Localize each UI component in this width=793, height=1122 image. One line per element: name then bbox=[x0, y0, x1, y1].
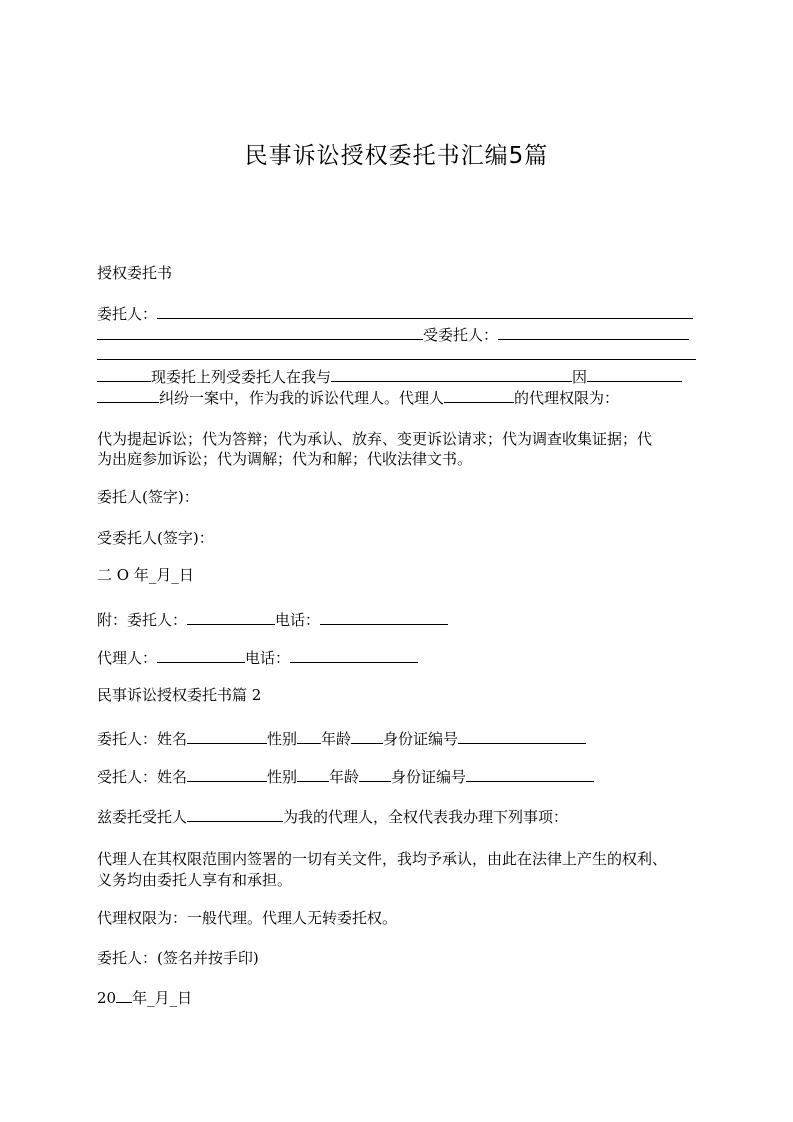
acknowledge-line: 代理人在其权限范围内签署的一切有关文件，我均予承认，由此在法律上产生的权利、 bbox=[97, 850, 668, 868]
scope-line: 代为提起诉讼；代为答辩；代为承认、放弃、变更诉讼请求；代为调查收集证据；代 bbox=[97, 430, 653, 448]
blank-line bbox=[297, 728, 321, 744]
agent-contact-line bbox=[97, 647, 418, 669]
attach-label: 附：委托人： bbox=[97, 611, 188, 629]
entrust-text: 兹委托受托人 bbox=[97, 808, 188, 826]
blank-line bbox=[290, 647, 418, 663]
authority-line: 代理权限为：一般代理。代理人无转委托权。 bbox=[97, 909, 398, 927]
agent-signature: 受委托人(签字)： bbox=[97, 529, 214, 547]
age-label: 年龄 bbox=[321, 730, 352, 748]
blank-line bbox=[351, 728, 383, 744]
year-prefix: 20 bbox=[97, 989, 117, 1007]
blank-line bbox=[458, 728, 586, 744]
id-label: 身份证编号 bbox=[391, 768, 467, 786]
blank-line bbox=[97, 324, 423, 340]
blank-line bbox=[97, 366, 151, 382]
document-title: 民事诉讼授权委托书汇编5篇 bbox=[244, 143, 549, 169]
blank-line bbox=[187, 766, 267, 782]
clause-text: 现委托上列受委托人在我与 bbox=[151, 368, 332, 386]
date-line bbox=[97, 987, 192, 1009]
blank-line bbox=[157, 647, 245, 663]
blank-rule bbox=[97, 359, 696, 360]
section-heading: 民事诉讼授权委托书篇 2 bbox=[97, 686, 262, 704]
principal-label: 委托人： bbox=[97, 305, 158, 323]
blank-line bbox=[466, 766, 594, 782]
blank-line bbox=[444, 387, 514, 403]
clause-text: 因 bbox=[572, 368, 588, 386]
blank-line bbox=[498, 324, 689, 340]
principal-line bbox=[97, 303, 693, 325]
principal-info-line bbox=[97, 728, 586, 750]
phone-label: 电话： bbox=[275, 611, 321, 629]
gender-label: 性别 bbox=[267, 730, 298, 748]
clause-text: 的代理权限为： bbox=[514, 389, 620, 407]
phone-label: 电话： bbox=[245, 649, 291, 667]
principal-signature: 委托人(签字)： bbox=[97, 488, 199, 506]
date-suffix: 年_月_日 bbox=[132, 989, 193, 1007]
name-label: 委托人：姓名 bbox=[97, 730, 188, 748]
blank-line bbox=[116, 987, 132, 1003]
agent-label: 受委托人： bbox=[423, 326, 499, 344]
clause-line bbox=[97, 366, 682, 388]
blank-line bbox=[320, 609, 448, 625]
entrust-text: 为我的代理人，全权代表我办理下列事项： bbox=[283, 808, 569, 826]
attachment-line bbox=[97, 609, 448, 631]
blank-line bbox=[97, 387, 159, 403]
section-heading: 授权委托书 bbox=[97, 264, 173, 282]
agent-contact-label: 代理人： bbox=[97, 649, 158, 667]
blank-line bbox=[359, 766, 391, 782]
id-label: 身份证编号 bbox=[383, 730, 459, 748]
scope-line: 为出庭参加诉讼；代为调解；代为和解；代收法律文书。 bbox=[97, 450, 473, 468]
gender-label: 性别 bbox=[267, 768, 298, 786]
blank-line bbox=[187, 609, 275, 625]
entrust-line bbox=[97, 806, 568, 828]
acknowledge-line: 义务均由委托人享有和承担。 bbox=[97, 871, 293, 889]
signature-line: 委托人：(签名并按手印) bbox=[97, 949, 259, 967]
blank-line bbox=[331, 366, 572, 382]
agent-info-line bbox=[97, 766, 594, 788]
blank-line bbox=[587, 366, 682, 382]
clause-line-2 bbox=[97, 387, 619, 409]
blank-line bbox=[297, 766, 329, 782]
date-line: 二 O 年_月_日 bbox=[97, 566, 194, 584]
age-label: 年龄 bbox=[329, 768, 360, 786]
blank-line bbox=[187, 806, 283, 822]
blank-line bbox=[157, 303, 693, 319]
clause-text: 纠纷一案中，作为我的诉讼代理人。代理人 bbox=[159, 389, 445, 407]
blank-line bbox=[187, 728, 267, 744]
agent-line bbox=[97, 324, 689, 346]
name-label: 受托人：姓名 bbox=[97, 768, 188, 786]
